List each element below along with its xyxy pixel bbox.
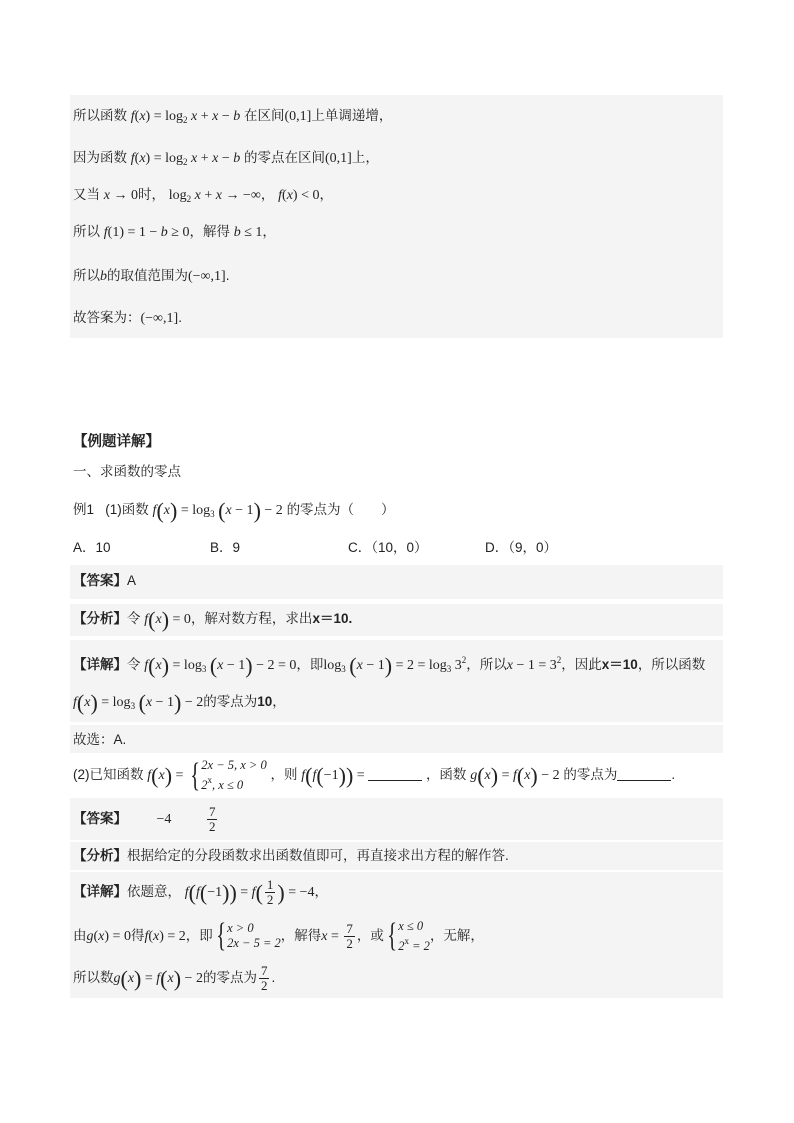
example1-detail-2: $f(x) = \log_3 (x - 1) - 2$的零点为10， bbox=[73, 690, 286, 715]
solution-line-3: 又当 x → 0时， $\log_2 x + x$ → −∞， f(x) < 0， bbox=[73, 187, 333, 204]
example2-question: (2)已知函数 f(x) = { 2x − 5, x > 0 2$^x$, x ≤ 0 ，则 f(f(−1)) = ，函数 g(x) = f(x) − 2 的零点为 . bbox=[73, 756, 676, 794]
example1-answer: 【答案】A bbox=[73, 573, 137, 588]
answer-band-1 bbox=[70, 565, 723, 599]
example1-detail-1: 【详解】令 $f(x) = \log_3 (x - 1) - 2 = 0$，即$\log_3 (x - 1) = 2 = \log_3 3^2$，所以$x - 1 = 3^2$，因此x＝10，所以函数 bbox=[73, 653, 706, 678]
blank-2[interactable] bbox=[617, 766, 671, 781]
solution-line-1: 所以函数 $f(x) = \log_2 x + x - b$ 在区间(0,1]上单调递增， bbox=[73, 108, 393, 125]
solution-top-panel bbox=[70, 95, 723, 338]
section-heading: 【例题详解】 bbox=[73, 434, 160, 450]
option-d[interactable]: D．（9，0） bbox=[485, 540, 558, 555]
example2-analysis: 【分析】根据给定的分段函数求出函数值即可，再直接求出方程的解作答. bbox=[73, 848, 509, 863]
example1-choose: 故选：A. bbox=[73, 732, 127, 747]
example1-question: 例1 (1)函数 $f(x) = \log_3 (x - 1) - 2$ 的零点为（ ） bbox=[73, 498, 395, 523]
option-a[interactable]: A．10 bbox=[73, 540, 111, 555]
example1-analysis: 【分析】令 f(x) = 0，解对数方程，求出x＝10. bbox=[73, 607, 353, 632]
example2-answer: 【答案】 −4 $\frac{7}{2}$ bbox=[73, 803, 216, 834]
solution-line-6: 故答案为：(−∞,1]. bbox=[73, 310, 182, 326]
solution-line-5: 所以b的取值范围为(−∞,1]. bbox=[73, 268, 230, 284]
choose-band-1 bbox=[70, 725, 723, 753]
solution-line-2: 因为函数 $f(x) = \log_2 x + x - b$ 的零点在区间(0,1]上， bbox=[73, 150, 379, 167]
option-b[interactable]: B．9 bbox=[210, 540, 241, 555]
option-c[interactable]: C．（10，0） bbox=[348, 540, 428, 555]
example2-detail-2: 由g(x) = 0得f(x) = 2，即{ x > 0 2x − 5 = 2 ，解得x = $\frac{7}{2}$ ，或{ x ≤ 0 $2^x = 2$ ，无解， bbox=[73, 917, 484, 955]
blank-1[interactable] bbox=[368, 766, 422, 781]
example1-options bbox=[73, 538, 633, 558]
section-subheading: 一、求函数的零点 bbox=[73, 464, 181, 479]
example2-detail-3: 所以数g(x) = f(x) − 2的零点为 $\frac{7}{2}$ . bbox=[73, 962, 276, 993]
solution-line-4: 所以 f(1) = 1 − b ≥ 0，解得 b ≤ 1， bbox=[73, 224, 276, 240]
example2-detail-1: 【详解】依题意， f(f(−1)) = f( $\frac{1}{2}$ ) = −4， bbox=[73, 876, 329, 907]
